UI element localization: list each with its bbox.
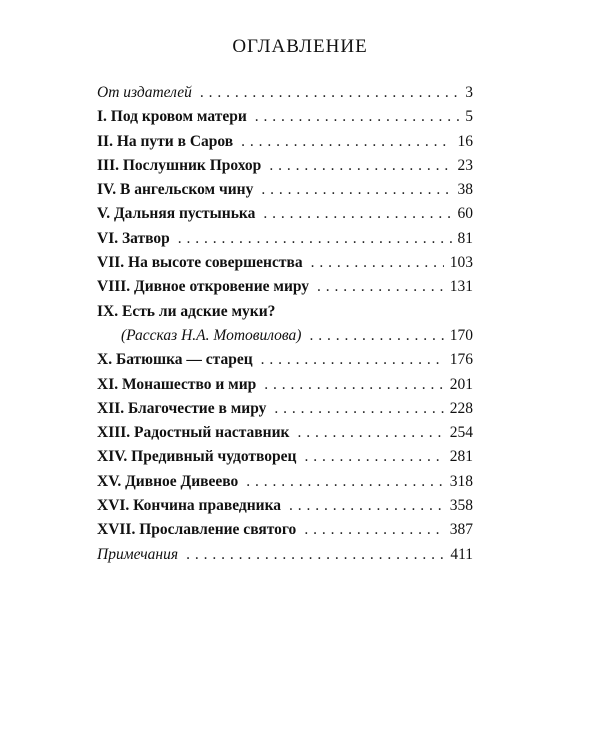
dot-leader bbox=[186, 546, 444, 564]
toc-entry-page: 38 bbox=[457, 181, 473, 199]
dot-leader bbox=[311, 254, 444, 272]
toc-entry-title: VI. Затвор bbox=[97, 229, 170, 247]
toc-entry bbox=[97, 133, 473, 157]
toc-entry-page: 103 bbox=[449, 254, 473, 272]
toc-entry bbox=[97, 400, 473, 424]
toc-entry-title: От издателей bbox=[97, 84, 192, 101]
dot-leader bbox=[246, 473, 443, 491]
dot-leader bbox=[269, 157, 451, 175]
toc-entry-page: 81 bbox=[457, 229, 473, 247]
dot-leader bbox=[261, 181, 451, 199]
dot-leader bbox=[274, 400, 443, 418]
toc-entry-page: 318 bbox=[449, 472, 473, 490]
toc-entry-title: (Рассказ Н.А. Мотовилова) bbox=[121, 326, 302, 344]
page-title: ОГЛАВЛЕНИЕ bbox=[232, 36, 368, 57]
toc-entry-title: XV. Дивное Дивеево bbox=[97, 472, 239, 490]
toc-entry bbox=[97, 473, 473, 497]
toc-entry-page: 281 bbox=[449, 448, 473, 466]
toc-entry-title: V. Дальняя пустынька bbox=[97, 205, 256, 223]
toc-entry-title: X. Батюшка — старец bbox=[97, 351, 253, 369]
dot-leader bbox=[261, 351, 444, 369]
dot-leader bbox=[297, 424, 443, 442]
dot-leader bbox=[304, 448, 443, 466]
toc-entry bbox=[97, 448, 473, 472]
toc-entry-page: 176 bbox=[449, 351, 473, 369]
toc-entry bbox=[97, 108, 473, 132]
dot-leader bbox=[178, 230, 452, 248]
toc-entry-page: 254 bbox=[449, 424, 473, 442]
dot-leader bbox=[241, 133, 451, 151]
toc-entry bbox=[97, 230, 473, 254]
toc-entry-page: 5 bbox=[465, 108, 473, 126]
toc-entry-page: 170 bbox=[449, 326, 473, 344]
toc-entry-page: 3 bbox=[465, 84, 473, 101]
dot-leader bbox=[263, 205, 451, 223]
toc-entry-title: VII. На высоте совершенства bbox=[97, 254, 303, 272]
toc-entry-title: Примечания bbox=[97, 545, 179, 563]
toc-entry bbox=[97, 205, 473, 229]
toc-entry-page: 358 bbox=[449, 497, 473, 515]
dot-leader bbox=[309, 327, 443, 345]
toc-entry-title: IX. Есть ли адские муки? bbox=[97, 302, 276, 320]
toc-entry-title: VIII. Дивное откровение миру bbox=[97, 278, 310, 296]
toc-entry bbox=[97, 424, 473, 448]
toc-entry bbox=[97, 254, 473, 278]
toc-entry-title: II. На пути в Саров bbox=[97, 132, 234, 150]
toc-entry bbox=[97, 546, 473, 570]
toc-entry bbox=[97, 351, 473, 375]
dot-leader bbox=[200, 84, 459, 102]
toc-entry-page: 60 bbox=[457, 205, 473, 223]
toc-entry-page: 131 bbox=[449, 278, 473, 296]
toc-entry bbox=[97, 84, 473, 108]
toc-entry-page: 23 bbox=[457, 156, 473, 174]
toc-entry bbox=[97, 497, 473, 521]
toc-entry-page: 228 bbox=[449, 399, 473, 417]
toc-entry-title: XI. Монашество и мир bbox=[97, 375, 257, 393]
toc-entry-title: IV. В ангельском чину bbox=[97, 181, 254, 199]
toc-entry bbox=[97, 521, 473, 545]
toc-entry-title: XIV. Предивный чудотворец bbox=[97, 448, 297, 466]
dot-leader bbox=[317, 278, 444, 296]
toc-entry bbox=[97, 278, 473, 302]
toc-entry-title: XIII. Радостный наставник bbox=[97, 424, 290, 442]
dot-leader bbox=[289, 497, 444, 515]
toc-entry bbox=[97, 157, 473, 181]
toc-entry-title: III. Послушник Прохор bbox=[97, 156, 262, 174]
toc-entry-page: 411 bbox=[450, 545, 473, 563]
toc-entry-title: XVII. Прославление святого bbox=[97, 521, 297, 539]
table-of-contents bbox=[97, 84, 473, 570]
toc-entry-page: 387 bbox=[449, 521, 473, 539]
toc-entry-title: XII. Благочестие в миру bbox=[97, 399, 267, 417]
dot-leader bbox=[255, 108, 459, 126]
toc-entry bbox=[97, 303, 473, 327]
dot-leader bbox=[264, 376, 443, 394]
toc-entry-title: I. Под кровом матери bbox=[97, 108, 247, 126]
toc-entry bbox=[97, 181, 473, 205]
toc-entry-page: 16 bbox=[457, 132, 473, 150]
toc-entry bbox=[97, 327, 473, 351]
toc-entry-title: XVI. Кончина праведника bbox=[97, 497, 282, 515]
toc-entry bbox=[97, 376, 473, 400]
dot-leader bbox=[304, 521, 443, 539]
toc-entry-page: 201 bbox=[449, 375, 473, 393]
